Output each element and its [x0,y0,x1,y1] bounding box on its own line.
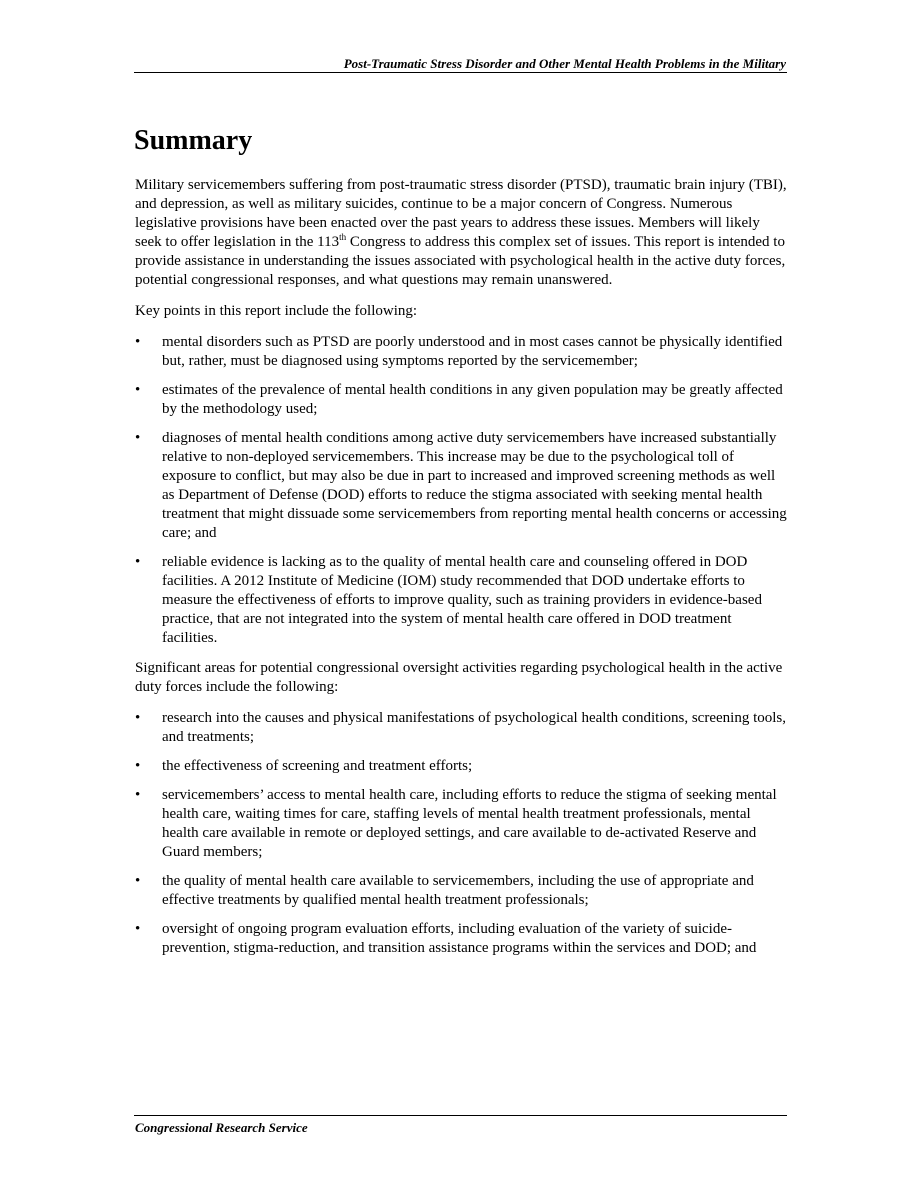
list-item [135,920,790,958]
list-item-text: servicemembers’ access to mental health care, including efforts to reduce the stigma of seeking mental health care, waiting times for care, staffing levels of mental health treatment professionals, mental health care available in remote or deployed settings, and care available to de-activated Reserve and Guard members; [162,787,777,860]
list-item [135,333,790,371]
running-header: Post-Traumatic Stress Disorder and Other Mental Health Problems in the Military [343,56,786,71]
page-title: Summary [134,125,253,156]
intro-text-part2: Congress to address this complex set of issues. This report is intended to provide assistance in understanding the issues associated with psychological health in the active duty forces, potential congressional responses, and what questions may remain unanswered. [135,234,786,288]
list-item [135,786,790,862]
list-item-text: oversight of ongoing program evaluation efforts, including evaluation of the variety of suicide-prevention, stigma-reduction, and transition assistance programs within the services and DOD; and [162,921,757,956]
oversight-list [135,709,790,958]
list-item-text: the quality of mental health care available to servicemembers, including the use of appropriate and effective treatments by qualified mental health treatment professionals; [162,873,754,908]
key-points-lead: Key points in this report include the following: [135,303,418,319]
header-divider [134,72,787,73]
bullet-icon: • [135,554,141,570]
bullet-icon: • [135,710,141,726]
key-points-list [135,333,790,648]
bullet-icon: • [135,334,141,350]
list-item [135,553,790,648]
list-item-text: reliable evidence is lacking as to the quality of mental health care and counseling offered in DOD facilities. A 2012 Institute of Medicine (IOM) study recommended that DOD undertake efforts to measure the effectiveness of efforts to improve quality, such as training providers in evidence-based practice, that are not integrated into the system of mental health care offered in DOD treatment facilities. [162,554,762,646]
bullet-icon: • [135,430,141,446]
bullet-icon: • [135,787,141,803]
list-item-text: research into the causes and physical manifestations of psychological health conditions, screening tools, and treatments; [162,710,786,745]
list-item [135,429,790,543]
list-item-text: estimates of the prevalence of mental health conditions in any given population may be greatly affected by the methodology used; [162,382,783,417]
list-item-text: the effectiveness of screening and treatment efforts; [162,758,473,774]
intro-paragraph [135,176,790,290]
list-item-text: mental disorders such as PTSD are poorly understood and in most cases cannot be physically identified but, rather, must be diagnosed using symptoms reported by the servicemember; [162,334,783,369]
document-body [135,176,790,969]
list-item [135,757,790,776]
ordinal-superscript: th [339,232,347,242]
intro-text-part1: Military servicemembers suffering from post-traumatic stress disorder (PTSD), traumatic brain injury (TBI), and depression, as well as military suicides, continue to be a major concern of Congress. Numerous legislative provisions have been enacted over the past years to address these issues. Members will likely seek to offer legislation in the 113 [135,177,787,250]
oversight-lead: Significant areas for potential congressional oversight activities regarding psychological health in the active duty forces include the following: [135,660,783,695]
list-item [135,872,790,910]
footer-divider [134,1115,787,1116]
footer-label: Congressional Research Service [135,1120,308,1135]
list-item [135,381,790,419]
bullet-icon: • [135,382,141,398]
bullet-icon: • [135,921,141,937]
list-item [135,709,790,747]
bullet-icon: • [135,758,141,774]
bullet-icon: • [135,873,141,889]
list-item-text: diagnoses of mental health conditions among active duty servicemembers have increased substantially relative to non-deployed servicemembers. This increase may be due to the psychological toll of exposure to conflict, but may also be due in part to increased and improved screening methods as well as Department of Defense (DOD) efforts to reduce the stigma associated with seeking mental health treatment that might dissuade some servicemembers from reporting mental health concerns or accessing care; and [162,430,787,541]
